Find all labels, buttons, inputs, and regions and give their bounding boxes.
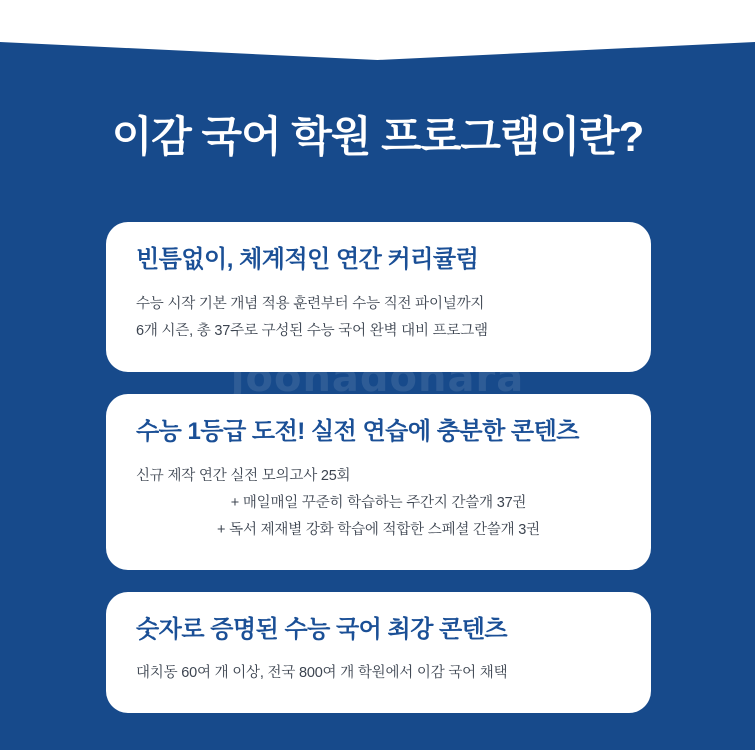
page-title: 이감 국어 학원 프로그램이란? [111,113,644,160]
card-list [106,222,651,735]
card-line: 6개 시즌, 총 37주로 구성된 수능 국어 완벽 대비 프로그램 [136,322,488,339]
card-line: + 매일매일 꾸준히 학습하는 주간지 간쓸개 37권 [230,495,527,512]
card-line: 수능 시작 기본 개념 적용 훈련부터 수능 직전 파이널까지 [136,295,485,312]
card-numbers [106,592,651,714]
card-title: 숫자로 증명된 수능 국어 최강 콘텐츠 [136,615,508,643]
card-line: 대치동 60여 개 이상, 전국 800여 개 학원에서 이감 국어 채택 [136,665,508,682]
card-body [136,660,621,687]
card-curriculum [106,222,651,372]
card-body [136,291,621,345]
top-notch-decoration [0,0,755,60]
card-line: + 독서 제재별 강화 학습에 적합한 스페셜 간쓸개 3권 [217,521,540,538]
card-contents [106,394,651,569]
watermark-text: joonadonara [230,355,525,401]
card-title: 수능 1등급 도전! 실전 연습에 충분한 콘텐츠 [136,418,579,446]
card-title: 빈틈없이, 체계적인 연간 커리큘럼 [136,246,479,273]
card-body [136,463,621,543]
card-line: 신규 제작 연간 실전 모의고사 25회 [136,468,351,485]
